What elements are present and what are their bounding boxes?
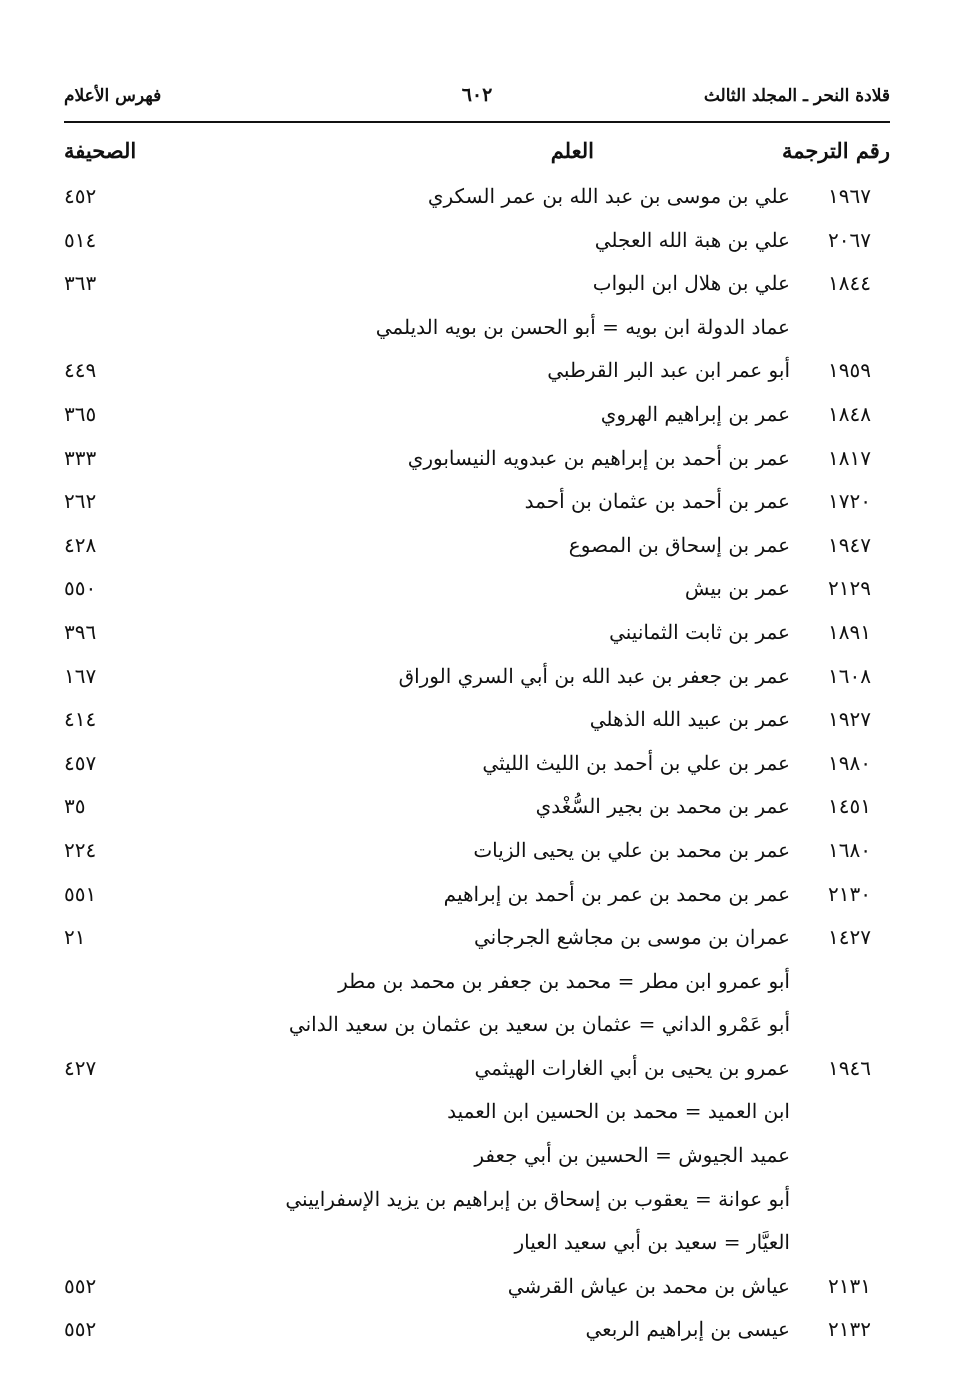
entry-name: علي بن هبة الله العجلي [594, 227, 790, 252]
entry-name: علي بن هلال ابن البواب [592, 271, 790, 296]
table-row [64, 570, 890, 614]
entry-number: ١٩٢٧ [828, 707, 871, 732]
table-row [64, 1050, 890, 1094]
entry-page: ٥٥٢ [64, 1317, 97, 1342]
table-row [64, 1268, 890, 1312]
entry-number: ١٨١٧ [828, 445, 871, 470]
entry-page: ٣٦٣ [64, 271, 97, 296]
column-headers [64, 138, 890, 174]
entry-number: ١٦٠٨ [828, 663, 871, 688]
entry-number: ١٦٨٠ [828, 837, 871, 862]
entry-number: ٢١٣٠ [828, 881, 871, 906]
table-row [64, 1224, 890, 1268]
entry-name: عمر بن بيش [684, 576, 790, 601]
table-row [64, 745, 890, 789]
column-header-name: العلم [550, 138, 594, 163]
table-row [64, 614, 890, 658]
entry-page: ٢٦٢ [64, 489, 97, 514]
entry-number: ١٤٥١ [828, 794, 871, 819]
entry-number: ١٩٨٠ [828, 750, 871, 775]
table-row [64, 396, 890, 440]
entry-number: ١٩٤٦ [828, 1055, 871, 1080]
entry-page: ٥٥٠ [64, 576, 97, 601]
column-header-number: رقم الترجمة [781, 138, 890, 163]
entry-name: أبو عمر ابن عبد البر القرطبي [547, 358, 790, 383]
entry-page: ٤٥٢ [64, 184, 97, 208]
entry-page: ٤٥٧ [64, 750, 97, 775]
entry-page: ٢١ [64, 925, 86, 950]
entry-name: عيسى بن إبراهيم الربعي [585, 1317, 790, 1342]
table-row [64, 1137, 890, 1181]
table-row [64, 701, 890, 745]
column-header-page: الصحيفة [64, 138, 137, 163]
entry-number: ١٩٤٧ [828, 532, 871, 557]
header-rule [64, 121, 890, 123]
entry-name: عمر بن محمد بن بجير السُّغْدي [535, 794, 790, 819]
page-number: ٦٠٢ [461, 84, 493, 106]
entry-name: عميد الجيوش = الحسين بن أبي جعفر [474, 1143, 790, 1168]
entry-name: عماد الدولة ابن بويه = أبو الحسن بن بويه الديلمي [375, 314, 790, 339]
entry-name: أبو عمرو ابن مطر = محمد بن جعفر بن محمد بن مطر [338, 968, 790, 993]
table-row [64, 832, 890, 876]
book-title: قلادة النحر ـ المجلد الثالث [703, 86, 890, 106]
entry-number: ٢٠٦٧ [828, 227, 871, 252]
table-row [64, 963, 890, 1007]
entry-number: ٢١٢٩ [828, 576, 871, 601]
entry-name: عمر بن جعفر بن عبد الله بن أبي السري الوراق [398, 663, 790, 688]
entry-name: عمران بن موسى بن مجاشع الجرجاني [473, 925, 790, 950]
table-row [64, 527, 890, 571]
entry-number: ١٨٤٨ [828, 401, 871, 426]
entry-number: ٢١٣٢ [828, 1317, 871, 1342]
table-row [64, 222, 890, 266]
table-row [64, 265, 890, 309]
entry-page: ١٦٧ [64, 663, 97, 688]
entry-name: أبو عَمْرو الداني = عثمان بن سعيد بن عثمان بن سعيد الداني [288, 1012, 790, 1037]
entry-page: ٣٥ [64, 794, 86, 819]
entry-number: ١٨٩١ [828, 619, 871, 644]
entry-page: ٢٢٤ [64, 837, 97, 862]
table-row [64, 483, 890, 527]
entry-name: عمر بن إبراهيم الهروي [600, 401, 790, 426]
entry-name: عمر بن محمد بن عمر بن أحمد بن إبراهيم [443, 881, 790, 906]
entry-name: عمر بن علي بن أحمد بن الليث الليثي [482, 750, 790, 775]
table-row [64, 658, 890, 702]
entry-page: ٤١٤ [64, 707, 97, 732]
entry-page: ٥١٤ [64, 227, 97, 252]
entry-number: ١٩٦٧ [828, 184, 871, 208]
entry-name: ابن العميد = محمد بن الحسين ابن العميد [447, 1099, 790, 1124]
table-row [64, 788, 890, 832]
entry-name: عياش بن محمد بن عياش القرشي [507, 1273, 790, 1298]
index-table [64, 178, 890, 1355]
entry-name: عمر بن أحمد بن عثمان بن أحمد [524, 489, 790, 514]
entry-name: عمرو بن يحيى بن أبي الغارات الهيثمي [474, 1055, 790, 1080]
entry-page: ٣٣٣ [64, 445, 97, 470]
table-row [64, 1311, 890, 1355]
entry-number: ١٨٤٤ [828, 271, 871, 296]
entry-page: ٣٦٥ [64, 401, 97, 426]
table-row [64, 178, 890, 222]
table-row [64, 1181, 890, 1225]
entry-number: ١٧٢٠ [828, 489, 871, 514]
entry-number: ٢١٣١ [828, 1273, 871, 1298]
entry-name: العيَّار = سعيد بن أبي سعيد العيار [514, 1230, 790, 1255]
entry-name: عمر بن ثابت الثمانيني [609, 619, 790, 644]
entry-number: ١٩٥٩ [828, 358, 871, 383]
table-row [64, 1006, 890, 1050]
table-row [64, 1093, 890, 1137]
entry-page: ٤٢٨ [64, 532, 97, 557]
entry-page: ٤٢٧ [64, 1055, 97, 1080]
section-title: فهرس الأعلام [64, 86, 162, 106]
table-row [64, 440, 890, 484]
table-row [64, 352, 890, 396]
entry-page: ٣٩٦ [64, 619, 97, 644]
entry-name: علي بن موسى بن عبد الله بن عمر السكري [427, 184, 790, 208]
entry-page: ٤٤٩ [64, 358, 97, 383]
page-header [64, 82, 890, 116]
entry-number: ١٤٢٧ [828, 925, 871, 950]
entry-name: عمر بن عبيد الله الذهلي [589, 707, 790, 732]
entry-name: عمر بن أحمد بن إبراهيم بن عبدويه النيسابوري [407, 445, 790, 470]
table-row [64, 919, 890, 963]
table-row [64, 876, 890, 920]
entry-name: عمر بن إسحاق بن المصوع [568, 532, 790, 557]
entry-page: ٥٥٢ [64, 1273, 97, 1298]
entry-name: عمر بن محمد بن علي بن يحيى الزيات [473, 837, 790, 862]
entry-name: أبو عوانة = يعقوب بن إسحاق بن إبراهيم بن يزيد الإسفراييني [285, 1186, 790, 1211]
entry-page: ٥٥١ [64, 881, 97, 906]
table-row [64, 309, 890, 353]
